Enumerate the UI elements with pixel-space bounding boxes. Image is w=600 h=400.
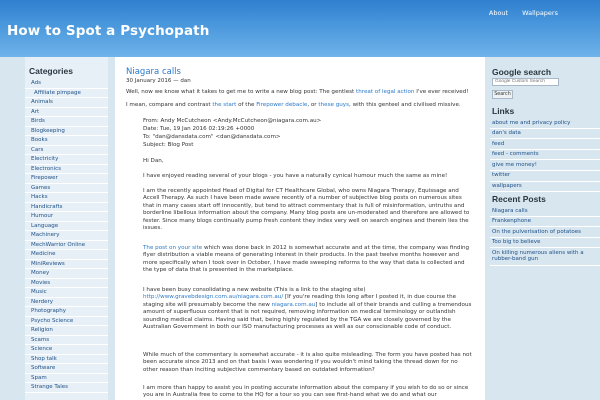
category-link[interactable]: Books	[25, 136, 108, 146]
category-link[interactable]: Affiliate pimpage	[25, 89, 108, 99]
email-header-subject: Subject: Blog Post	[143, 142, 194, 148]
search-input[interactable]	[492, 78, 559, 86]
category-link[interactable]: Medicine	[25, 250, 108, 260]
email-paragraph-4: I have been busy consolidating a new website (This is a link to the staging site) http://www.gravebdesign.com.au/niagara.com.au/ [If you're reading this long after I posted it, in due course the staging site will presumably become the new niagara.com.au] to include all of their brands and culling a tremendous amount of superfluous content that is not required, removing information on medical terminology or outlandish sounding medical claims. Having said that, being highly regulated by the TGA we are closely governed by the Australian Government in both our ISO manufacturing processes as well as our conscionable code of conduct.	[143, 287, 472, 331]
category-link[interactable]: Science	[25, 345, 108, 355]
category-link[interactable]: Ads	[25, 79, 108, 89]
category-link[interactable]: Scams	[25, 336, 108, 346]
category-link[interactable]: Handicrafts	[25, 203, 108, 213]
recent-post-link[interactable]: Niagara calls	[490, 206, 600, 217]
link-threat-of-legal-action[interactable]: threat of legal action	[356, 89, 415, 95]
category-list	[25, 79, 108, 393]
email-header-from: From: Andy McCutcheon <Andy.McCutcheon@niagara.com.au>	[143, 118, 322, 124]
link-the-start[interactable]: the start	[212, 102, 237, 108]
email-paragraph-2: I am the recently appointed Head of Digital for CT Healthcare Global, who owns Niagara Therapy, Equissage and Accell Therapy. As such I have been made aware recently of a number of subjective blog posts on numerous sites that in many cases start off innocently, but tend to attract commentary that is full of misinformation, untruths and borderline libellous information about the company. Many blog posts are un-moderated and therefore are allowed to fester. Since many blogs continually pump fresh content they index very well on search engines and therein lies the issues.	[143, 188, 470, 232]
sidebar-link[interactable]: give me money!	[490, 160, 600, 171]
email-paragraph-3: The post on your site which was done back in 2012 is somewhat accurate and at the time, the company was finding flyer distribution a viable means of generating interest in their products. In the past twelve months however and more specifically when I took over in October, I have made sweeping reforms to the way that data is collected and the type of data that is presented in the marketplace.	[143, 245, 470, 274]
link-firepower-debacle[interactable]: Firepower debacle	[256, 102, 308, 108]
category-link[interactable]: Strange Tales	[25, 383, 108, 393]
category-link[interactable]: Hacks	[25, 193, 108, 203]
sidebar-link[interactable]: wallpapers	[490, 182, 600, 193]
nav-link-wallpapers[interactable]: Wallpapers	[522, 9, 558, 17]
google-search-heading: Google search	[492, 67, 552, 77]
category-link[interactable]: Games	[25, 184, 108, 194]
category-link[interactable]: Machinery	[25, 231, 108, 241]
recent-post-link[interactable]: Frankenphone	[490, 217, 600, 228]
links-heading: Links	[492, 106, 515, 116]
category-link[interactable]: Music	[25, 288, 108, 298]
recent-post-link[interactable]: Too big to believe	[490, 238, 600, 249]
post-title[interactable]: Niagara calls	[126, 67, 181, 77]
category-link[interactable]: Electronics	[25, 165, 108, 175]
category-link[interactable]: MiniReviews	[25, 260, 108, 270]
site-title[interactable]: How to Spot a Psychopath	[7, 23, 210, 39]
link-the-post-on-your-site[interactable]: The post on your site	[143, 245, 203, 251]
category-link[interactable]: Psycho Science	[25, 317, 108, 327]
category-link[interactable]: Blogkeeping	[25, 127, 108, 137]
category-link[interactable]: Money	[25, 269, 108, 279]
link-these-guys[interactable]: these guys	[318, 102, 350, 108]
category-link[interactable]: Photography	[25, 307, 108, 317]
sidebar-link[interactable]: dan's data	[490, 129, 600, 140]
category-link[interactable]: Birds	[25, 117, 108, 127]
recent-post-link[interactable]: On killing numerous aliens with a rubber-band gun	[490, 248, 600, 265]
category-link[interactable]: Humour	[25, 212, 108, 222]
category-link[interactable]: Software	[25, 364, 108, 374]
sidebar-link[interactable]: twitter	[490, 171, 600, 182]
recent-posts-list	[490, 206, 600, 266]
category-link[interactable]: Cars	[25, 146, 108, 156]
nav-link-about[interactable]: About	[488, 9, 509, 17]
category-link[interactable]: Firepower	[25, 174, 108, 184]
email-paragraph-5: While much of the commentary is somewhat accurate - it is also quite misleading. The form you have posted has not been accurate since 2013 and on that basis I was wondering if you wouldn't mind taking the thread down for no other reason than inciting subjective commentary based on outdated information?	[143, 352, 472, 373]
post-intro-1: Well, now we know what it takes to get me to write a new blog post: The gentlest threat of legal action I've ever received!	[126, 89, 469, 95]
sidebar-link[interactable]: about me and privacy policy	[490, 118, 600, 129]
category-link[interactable]: MechWarrior Online	[25, 241, 108, 251]
top-nav	[489, 9, 558, 17]
sidebar-link[interactable]: feed - comments	[490, 150, 600, 161]
category-link[interactable]: Art	[25, 108, 108, 118]
search-button[interactable]: Search	[492, 90, 513, 99]
post-intro-2: I mean, compare and contrast the start of the Firepower debacle, or these guys, with this genteel and civilised missive.	[126, 102, 461, 108]
site-header	[0, 0, 600, 57]
category-link[interactable]: Movies	[25, 279, 108, 289]
category-link[interactable]: Language	[25, 222, 108, 232]
recent-post-link[interactable]: On the pulverisation of potatoes	[490, 227, 600, 238]
email-paragraph-6: I am more than happy to assist you in posting accurate information about the company if you wish to do so or since you are in Australia free to come to the HQ for a tour so you can see first-hand what we do and what our	[143, 385, 469, 399]
category-link[interactable]: Religion	[25, 326, 108, 336]
category-link[interactable]: Spam	[25, 374, 108, 384]
email-paragraph-1: I have enjoyed reading several of your blogs - you have a naturally cynical humour much the same as mine!	[143, 173, 448, 179]
email-header-date: Date: Tue, 19 Jan 2016 02:19:26 +0000	[143, 126, 255, 132]
recent-posts-heading: Recent Posts	[492, 194, 546, 204]
left-sidebar	[25, 57, 108, 400]
link-staging-site[interactable]: http://www.gravebdesign.com.au/niagara.com.au/	[143, 294, 284, 301]
category-link[interactable]: Electricity	[25, 155, 108, 165]
email-greeting: Hi Dan,	[143, 158, 164, 164]
link-niagara-com-au[interactable]: niagara.com.au	[271, 301, 316, 308]
links-list	[490, 118, 600, 192]
category-link[interactable]: Animals	[25, 98, 108, 108]
category-link[interactable]: Shop talk	[25, 355, 108, 365]
post-date: 30 January 2016 — dan	[126, 78, 191, 84]
main-content	[115, 57, 485, 400]
email-header-to: To: "dan@dansdata.com" <dan@dansdata.com>	[143, 134, 281, 140]
categories-heading: Categories	[29, 66, 73, 76]
category-link[interactable]: Nerdery	[25, 298, 108, 308]
right-sidebar	[490, 57, 600, 400]
sidebar-link[interactable]: feed	[490, 139, 600, 150]
